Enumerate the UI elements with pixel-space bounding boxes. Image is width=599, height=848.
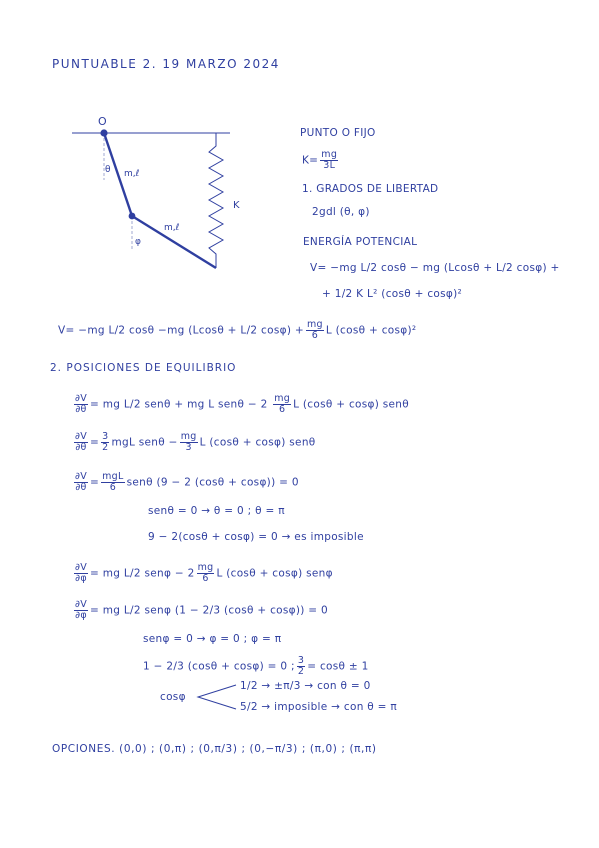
dof-title: 1. GRADOS DE LIBERTAD bbox=[302, 183, 439, 195]
origin-point bbox=[100, 129, 107, 136]
cos-branch-b: 5/2 → imposible → con θ = π bbox=[240, 701, 398, 713]
equilibrium-options: OPCIONES. (0,0) ; (0,π) ; (0,π/3) ; (0,−π/3) ; (π,0) ; (π,π) bbox=[52, 743, 377, 755]
dv-dtheta-3: $\frac{\partial V}{\partial\theta}$ = $\frac{\text{mgL}}{6}$ senθ (9 − 2 (cosθ + cosφ)) = 0 bbox=[75, 471, 299, 493]
branch-brace bbox=[196, 682, 238, 712]
pe-title: ENERGÍA POTENCIAL bbox=[303, 236, 418, 248]
theta-label: θ bbox=[105, 165, 111, 175]
pendulum-diagram bbox=[60, 110, 250, 285]
pe-line-1: V= −mg L/2 cosθ − mg (Lcosθ + L/2 cosφ) + bbox=[310, 262, 560, 274]
spring bbox=[209, 133, 223, 268]
potential-energy-full: V= −mg L/2 cosθ −mg (Lcosθ + L/2 cosφ) + $\frac{mg}{6}$ L (cosθ + cosφ)² bbox=[58, 319, 417, 341]
phi-solutions: senφ = 0 → φ = 0 ; φ = π bbox=[143, 633, 282, 645]
dv-dtheta-2: $\frac{\partial V}{\partial\theta}$ = $\frac{3}{2}$ mgL senθ − $\frac{mg}{3}$ L (cosθ + cosφ) senθ bbox=[75, 431, 316, 453]
theta-impossible: 9 − 2(cosθ + cosφ) = 0 → es imposible bbox=[148, 531, 364, 543]
theta-solutions: senθ = 0 → θ = 0 ; θ = π bbox=[148, 505, 285, 517]
dv-dtheta-1: $\frac{\partial V}{\partial\theta}$ = mg L/2 senθ + mg L senθ − 2 $\frac{mg}{6}$ L (cosθ + cosφ) senθ bbox=[75, 393, 409, 415]
phi-label: φ bbox=[135, 237, 141, 247]
spring-label: K bbox=[233, 200, 240, 211]
fixed-point-note: PUNTO O FIJO bbox=[300, 127, 376, 139]
origin-label: O bbox=[98, 115, 107, 128]
cos-condition: 1 − 2/3 (cosθ + cosφ) = 0 ; $\frac{3}{2}$ = cosθ ± 1 bbox=[143, 655, 369, 677]
joint-point bbox=[129, 213, 136, 220]
pe-line-2: + 1/2 K L² (cosθ + cosφ)² bbox=[322, 288, 463, 300]
section-equilibrium-title: 2. POSICIONES DE EQUILIBRIO bbox=[50, 362, 237, 374]
cos-phi-label: cosφ bbox=[160, 691, 186, 703]
dv-dphi-1: $\frac{\partial V}{\partial\varphi}$ = mg L/2 senφ − 2 $\frac{mg}{6}$ L (cosθ + cosφ) senφ bbox=[75, 562, 333, 584]
dof-value: 2gdl (θ, φ) bbox=[312, 206, 370, 218]
dv-dphi-2: $\frac{\partial V}{\partial\varphi}$ = mg L/2 senφ (1 − 2/3 (cosθ + cosφ)) = 0 bbox=[75, 599, 329, 621]
k-definition: K= $\frac{mg}{3L}$ bbox=[302, 149, 338, 171]
page-title: PUNTUABLE 2. 19 MARZO 2024 bbox=[52, 57, 280, 71]
cos-branch-a: 1/2 → ±π/3 → con θ = 0 bbox=[240, 680, 371, 692]
rod-1-label: m,ℓ bbox=[124, 169, 140, 179]
rod-2-label: m,ℓ bbox=[164, 223, 180, 233]
